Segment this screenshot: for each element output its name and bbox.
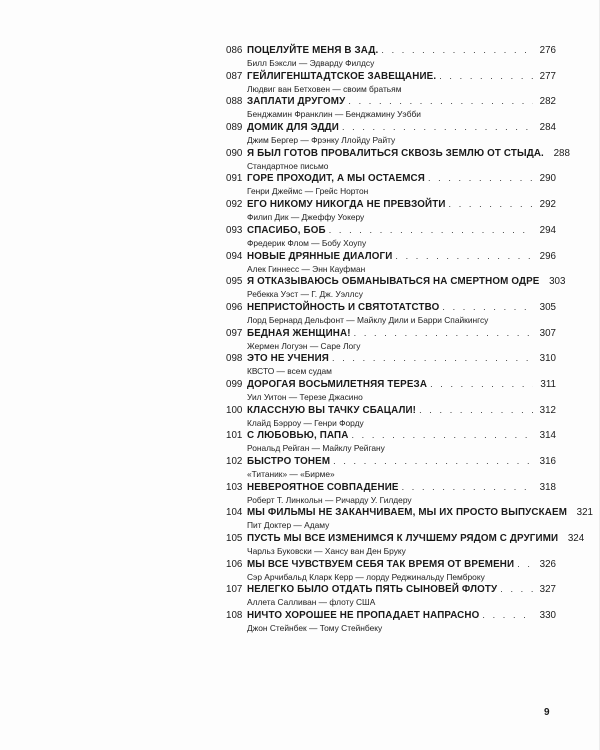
entry-title: ПОЦЕЛУЙТЕ МЕНЯ В ЗАД. bbox=[247, 45, 379, 56]
entry-number: 090 bbox=[226, 147, 243, 159]
entry-number: 096 bbox=[226, 301, 243, 313]
entry-title: ЭТО НЕ УЧЕНИЯ bbox=[247, 353, 330, 365]
entry-title: СПАСИБО, БОБ bbox=[247, 224, 326, 236]
entry-title: НИЧТО ХОРОШЕЕ НЕ ПРОПАДАЕТ НАПРАСНО bbox=[247, 610, 480, 622]
toc-entry bbox=[226, 532, 585, 558]
toc-entry bbox=[226, 404, 556, 430]
toc-entry-heading bbox=[226, 147, 570, 160]
dot-leader bbox=[332, 352, 533, 364]
entry-subtitle: Людвиг ван Бетховен — своим братьям bbox=[247, 83, 402, 94]
toc-entry-heading bbox=[226, 95, 556, 108]
toc-entry bbox=[226, 95, 556, 121]
dot-leader bbox=[395, 250, 533, 262]
entry-subtitle: Стандартное письмо bbox=[247, 160, 329, 171]
entry-subtitle: Аллета Салливан — флоту США bbox=[247, 597, 376, 608]
entry-title: ГОРЕ ПРОХОДИТ, А МЫ ОСТАЕМСЯ bbox=[247, 173, 425, 185]
entry-page: 303 bbox=[549, 276, 566, 288]
toc-entry-heading bbox=[226, 558, 556, 571]
dot-leader bbox=[342, 121, 533, 133]
dot-leader bbox=[449, 198, 533, 210]
entry-number: 092 bbox=[226, 199, 243, 211]
entry-page: 321 bbox=[576, 507, 594, 519]
toc-entry-heading bbox=[226, 70, 556, 83]
toc-entry bbox=[226, 609, 556, 635]
toc-entry-heading bbox=[226, 275, 566, 288]
entry-number: 088 bbox=[226, 96, 243, 108]
entry-page: 290 bbox=[539, 173, 556, 185]
entry-subtitle: Лорд Бернард Дельфонт — Майклу Дили и Барри Спайкингсу bbox=[247, 314, 489, 325]
entry-title: Я БЫЛ ГОТОВ ПРОВАЛИТЬСЯ СКВОЗЬ ЗЕМЛЮ ОТ СТЫДА. bbox=[247, 147, 544, 159]
entry-page: 312 bbox=[539, 404, 556, 416]
entry-subtitle: Джим Бергер — Фрэнку Ллойду Райту bbox=[247, 135, 396, 146]
toc-entry-heading bbox=[226, 429, 556, 442]
entry-title: НЕЛЕГКО БЫЛО ОТДАТЬ ПЯТЬ СЫНОВЕЙ ФЛОТУ bbox=[247, 584, 498, 596]
entry-page: 314 bbox=[539, 430, 556, 442]
entry-subtitle: КВСТО — всем судам bbox=[247, 366, 332, 377]
entry-subtitle: Сэр Арчибальд Кларк Керр — лорду Реджинальду Пемброку bbox=[247, 571, 485, 582]
toc-entry bbox=[226, 558, 556, 584]
toc-entry bbox=[226, 172, 556, 198]
dot-leader bbox=[517, 558, 533, 570]
toc-entry bbox=[226, 378, 556, 404]
entry-title: НЕВЕРОЯТНОЕ СОВПАДЕНИЕ bbox=[247, 481, 399, 493]
table-of-contents bbox=[226, 44, 594, 635]
toc-entry bbox=[226, 147, 570, 173]
entry-number: 093 bbox=[226, 224, 243, 236]
toc-entry-heading bbox=[226, 481, 556, 494]
toc-entry-heading bbox=[226, 583, 556, 596]
toc-entry bbox=[226, 44, 556, 70]
entry-number: 098 bbox=[226, 353, 243, 365]
toc-entry bbox=[226, 70, 556, 96]
dot-leader bbox=[329, 224, 533, 236]
entry-title: БЕДНАЯ ЖЕНЩИНА! bbox=[247, 327, 351, 339]
entry-number: 089 bbox=[226, 122, 243, 134]
entry-number: 100 bbox=[226, 404, 243, 416]
toc-entry bbox=[226, 429, 556, 455]
entry-subtitle: Билл Бэксли — Эдварду Филдсу bbox=[247, 58, 375, 68]
dot-leader bbox=[348, 95, 533, 107]
entry-subtitle: Генри Джеймс — Грейс Нортон bbox=[247, 186, 369, 197]
entry-number: 104 bbox=[226, 507, 243, 519]
toc-entry bbox=[226, 301, 556, 327]
entry-page: 276 bbox=[539, 45, 556, 56]
entry-page: 305 bbox=[539, 301, 556, 313]
dot-leader bbox=[333, 455, 533, 467]
entry-number: 095 bbox=[226, 276, 243, 288]
entry-number: 087 bbox=[226, 70, 243, 82]
dot-leader bbox=[354, 327, 533, 339]
entry-number: 099 bbox=[226, 378, 243, 390]
entry-page: 311 bbox=[540, 378, 556, 390]
dot-leader bbox=[482, 609, 533, 621]
toc-entry bbox=[226, 224, 556, 250]
toc-entry-heading bbox=[226, 250, 556, 263]
entry-title: Я ОТКАЗЫВАЮСЬ ОБМАНЫВАТЬСЯ НА СМЕРТНОМ ОДРЕ bbox=[247, 276, 540, 288]
entry-page: 296 bbox=[539, 250, 556, 262]
entry-page: 284 bbox=[539, 122, 556, 134]
entry-subtitle: Уил Уитон — Терезе Джасино bbox=[247, 391, 363, 402]
entry-number: 108 bbox=[226, 610, 243, 622]
toc-entry-heading bbox=[226, 44, 556, 57]
entry-page: 318 bbox=[539, 481, 556, 493]
toc-entry bbox=[226, 583, 556, 609]
toc-entry bbox=[226, 275, 566, 301]
dot-leader bbox=[500, 583, 533, 595]
toc-entry-heading bbox=[226, 455, 556, 468]
entry-subtitle: Жермен Логуэн — Саре Логу bbox=[247, 340, 361, 351]
dot-leader bbox=[402, 481, 533, 493]
entry-number: 106 bbox=[226, 558, 243, 570]
entry-page: 288 bbox=[553, 147, 570, 159]
entry-number: 086 bbox=[226, 45, 243, 56]
entry-number: 105 bbox=[226, 533, 243, 545]
entry-title: БЫСТРО ТОНЕМ bbox=[247, 456, 331, 467]
entry-subtitle: «Титаник» — «Бирме» bbox=[247, 469, 335, 479]
toc-entry-heading bbox=[226, 506, 594, 519]
entry-page: 326 bbox=[539, 558, 556, 570]
entry-number: 107 bbox=[226, 584, 243, 596]
dot-leader bbox=[381, 44, 533, 56]
entry-title: ЕГО НИКОМУ НИКОГДА НЕ ПРЕВЗОЙТИ bbox=[247, 199, 446, 211]
entry-subtitle: Рональд Рейган — Майклу Рейгану bbox=[247, 443, 385, 454]
entry-title: НЕПРИСТОЙНОСТЬ И СВЯТОТАТСТВО bbox=[247, 301, 440, 313]
toc-entry bbox=[226, 352, 556, 378]
dot-leader bbox=[428, 172, 533, 184]
entry-number: 102 bbox=[226, 456, 243, 467]
toc-entry-heading bbox=[226, 121, 556, 134]
toc-entry-heading bbox=[226, 352, 556, 365]
toc-entry-heading bbox=[226, 172, 556, 185]
entry-subtitle: Чарльз Буковски — Хансу ван Ден Бруку bbox=[247, 546, 406, 557]
toc-entry bbox=[226, 327, 556, 353]
toc-entry bbox=[226, 250, 556, 276]
entry-subtitle: Джон Стейнбек — Тому Стейнбеку bbox=[247, 623, 383, 634]
entry-number: 103 bbox=[226, 481, 243, 493]
toc-entry bbox=[226, 121, 556, 147]
entry-number: 101 bbox=[226, 430, 243, 442]
entry-title: МЫ ФИЛЬМЫ НЕ ЗАКАНЧИВАЕМ, МЫ ИХ ПРОСТО ВЫПУСКАЕМ bbox=[247, 507, 568, 519]
toc-entry-heading bbox=[226, 532, 585, 545]
toc-entry-heading bbox=[226, 404, 556, 417]
entry-subtitle: Ребекка Уэст — Г. Дж. Уэллсу bbox=[247, 289, 363, 300]
toc-entry bbox=[226, 455, 556, 481]
toc-entry bbox=[226, 506, 594, 532]
entry-page: 282 bbox=[539, 96, 556, 108]
entry-page: 307 bbox=[539, 327, 556, 339]
toc-entry-heading bbox=[226, 327, 556, 340]
entry-subtitle: Бенджамин Франклин — Бенджамину Уэбби bbox=[247, 109, 421, 120]
entry-subtitle: Пит Доктер — Адаму bbox=[247, 520, 330, 531]
entry-page: 330 bbox=[539, 610, 556, 622]
entry-subtitle: Роберт Т. Линкольн — Ричарду У. Гилдеру bbox=[247, 494, 412, 505]
dot-leader bbox=[439, 70, 533, 82]
entry-page: 277 bbox=[539, 70, 556, 82]
entry-title: С ЛЮБОВЬЮ, ПАПА bbox=[247, 430, 349, 442]
entry-number: 091 bbox=[226, 173, 243, 185]
page-number: 9 bbox=[544, 707, 550, 718]
dot-leader bbox=[351, 429, 533, 441]
toc-entry bbox=[226, 481, 556, 507]
dot-leader bbox=[442, 301, 533, 313]
toc-entry-heading bbox=[226, 378, 556, 391]
entry-page: 324 bbox=[567, 533, 585, 545]
entry-subtitle: Алек Гиннесс — Энн Кауфман bbox=[247, 263, 366, 274]
entry-title: МЫ ВСЕ ЧУВСТВУЕМ СЕБЯ ТАК ВРЕМЯ ОТ ВРЕМЕНИ bbox=[247, 558, 515, 570]
entry-page: 292 bbox=[539, 199, 556, 211]
dot-leader bbox=[419, 404, 533, 416]
entry-page: 327 bbox=[539, 584, 556, 596]
entry-title: ДОМИК ДЛЯ ЭДДИ bbox=[247, 122, 339, 134]
entry-number: 097 bbox=[226, 327, 243, 339]
entry-number: 094 bbox=[226, 250, 243, 262]
toc-entry bbox=[226, 198, 556, 224]
entry-title: КЛАССНУЮ ВЫ ТАЧКУ СБАЦАЛИ! bbox=[247, 404, 417, 416]
toc-entry-heading bbox=[226, 198, 556, 211]
toc-entry-heading bbox=[226, 609, 556, 622]
entry-title: НОВЫЕ ДРЯННЫЕ ДИАЛОГИ bbox=[247, 250, 393, 262]
entry-subtitle: Фредерик Флом — Бобу Хоупу bbox=[247, 237, 367, 248]
entry-page: 310 bbox=[539, 353, 556, 365]
entry-title: ГЕЙЛИГЕНШТАДТСКОЕ ЗАВЕЩАНИЕ. bbox=[247, 70, 437, 82]
entry-title: ДОРОГАЯ ВОСЬМИЛЕТНЯЯ ТЕРЕЗА bbox=[247, 378, 428, 390]
entry-page: 294 bbox=[539, 224, 556, 236]
entry-title: ПУСТЬ МЫ ВСЕ ИЗМЕНИМСЯ К ЛУЧШЕМУ РЯДОМ С ДРУГИМИ bbox=[247, 533, 559, 545]
entry-title: ЗАПЛАТИ ДРУГОМУ bbox=[247, 96, 346, 108]
entry-subtitle: Филип Дик — Джеффу Уокеру bbox=[247, 212, 365, 223]
toc-entry-heading bbox=[226, 224, 556, 237]
toc-entry-heading bbox=[226, 301, 556, 314]
dot-leader bbox=[430, 378, 533, 390]
entry-subtitle: Клайд Бэрроу — Генри Форду bbox=[247, 417, 364, 428]
entry-page: 316 bbox=[539, 456, 556, 467]
